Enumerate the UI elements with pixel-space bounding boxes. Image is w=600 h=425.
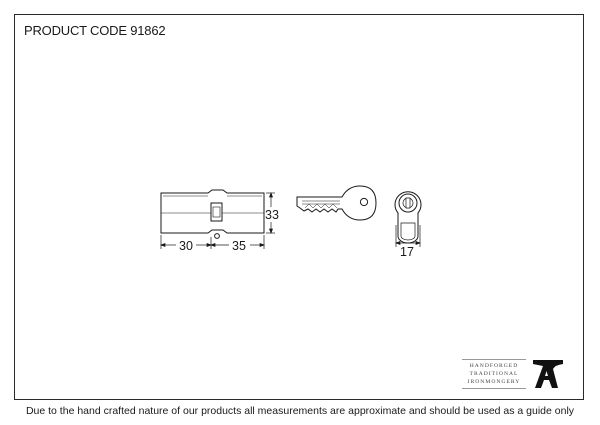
logo-line-1: HANDFORGED [469, 363, 519, 369]
product-code: PRODUCT CODE 91862 [24, 23, 166, 38]
cylinder-side-view [161, 190, 264, 238]
cylinder-profile-view [395, 192, 421, 243]
dimension-left-length: 30 [179, 239, 193, 253]
dimension-height: 33 [265, 208, 279, 222]
key-drawing [297, 186, 376, 220]
logo-line-2: TRADITIONAL [469, 371, 519, 377]
footer-disclaimer: Due to the hand crafted nature of our products all measurements are approximate and should be used as a guide only [25, 405, 575, 417]
length-dimensions [161, 235, 264, 249]
brand-logo [462, 356, 572, 390]
dimension-right-length: 35 [232, 239, 246, 253]
logo-text [462, 359, 526, 389]
dimension-profile-width: 17 [400, 245, 414, 259]
anvil-icon [531, 356, 565, 390]
logo-line-3: IRONMONGERY [467, 379, 521, 385]
